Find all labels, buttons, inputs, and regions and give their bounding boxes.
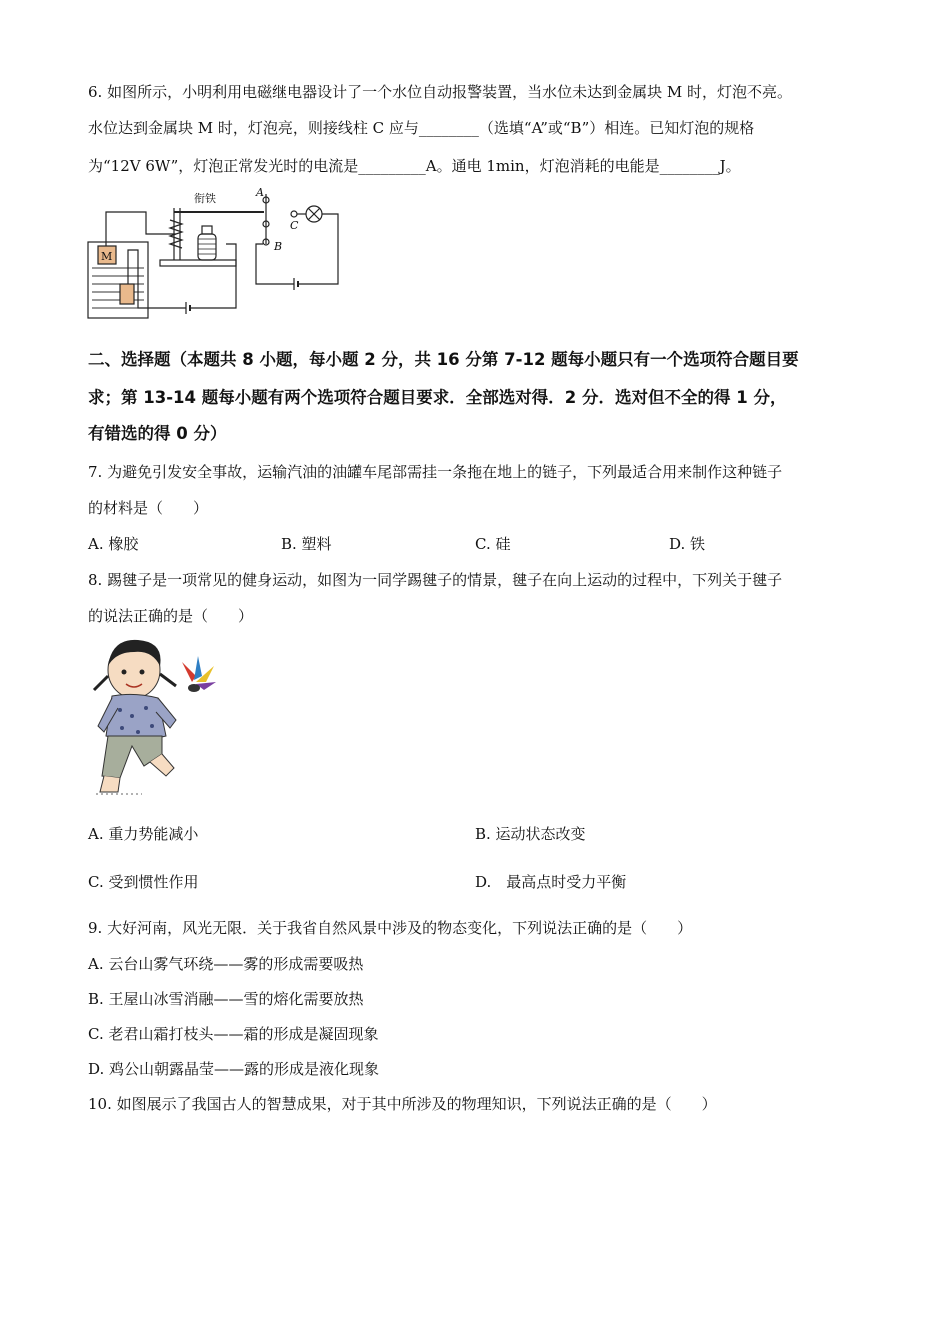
relay-circuit-figure (86, 184, 346, 324)
q9-line-1: 9. 大好河南，风光无限．关于我省自然风景中涉及的物态变化，下列说法正确的是（ ） (88, 919, 693, 937)
relay-base (160, 260, 236, 266)
section-2-heading-line-2: 求；第 13-14 题每小题有两个选项符合题目要求．全部选对得．2 分．选对但不全的得 1 分， (88, 388, 787, 407)
water-lines (92, 268, 144, 308)
armature-label: 衔铁 (194, 192, 216, 205)
q9-option-c: C. 老君山霜打枝头——霜的形成是凝固现象 (88, 1025, 379, 1043)
child-shirt (106, 694, 166, 740)
q7-line-1: 7. 为避免引发安全事故，运输汽油的油罐车尾部需挂一条拖在地上的链子，下列最适合用来制作这种链子 (88, 463, 783, 481)
lower-electrode (120, 284, 134, 304)
child-pants (102, 736, 162, 778)
shuttlecock (182, 656, 216, 692)
label-b: B (274, 240, 283, 253)
q8-option-a: A. 重力势能减小 (88, 825, 199, 843)
q7-line-2: 的材料是（ ） (88, 499, 209, 517)
q6-line-1: 6. 如图所示，小明利用电磁继电器设计了一个水位自动报警装置，当水位未达到金属块 M 时，灯泡不亮。 (88, 83, 792, 101)
q9-option-d: D. 鸡公山朝露晶莹——露的形成是液化现象 (88, 1060, 380, 1078)
section-2-heading-line-3: 有错选的得 0 分） (88, 424, 227, 443)
label-a: A (256, 186, 264, 199)
label-c: C (290, 219, 299, 232)
q8-line-1: 8. 踢毽子是一项常见的健身运动，如图为一同学踢毽子的情景，毽子在向上运动的过程中，下列关于毽子 (88, 571, 783, 589)
q7-option-c: C. 硅 (475, 535, 511, 553)
electromagnet-coil (198, 234, 216, 260)
q6-line-3: 为“12V 6W”，灯泡正常发光时的电流是_________A。通电 1min，灯泡消耗的电能是________J。 (88, 157, 741, 175)
q10-line-1: 10. 如图展示了我国古人的智慧成果，对于其中所涉及的物理知识，下列说法正确的是（ ） (88, 1095, 717, 1113)
q8-option-b: B. 运动状态改变 (475, 825, 586, 843)
water-tank (88, 242, 148, 318)
shuttlecock-kick-figure (92, 636, 222, 796)
q8-option-d: D. 最高点时受力平衡 (475, 873, 627, 891)
label-m: M (101, 250, 113, 263)
q7-option-b: B. 塑料 (281, 535, 332, 553)
q7-option-d: D. 铁 (669, 535, 706, 553)
q6-line-2: 水位达到金属块 M 时，灯泡亮，则接线柱 C 应与________（选填“A”或“B”）相连。已知灯泡的规格 (88, 119, 755, 137)
q8-line-2: 的说法正确的是（ ） (88, 607, 254, 625)
q9-option-b: B. 王屋山冰雪消融——雪的熔化需要放热 (88, 990, 364, 1008)
q7-option-a: A. 橡胶 (88, 535, 139, 553)
q8-option-c: C. 受到惯性作用 (88, 873, 199, 891)
section-2-heading-line-1: 二、选择题（本题共 8 小题，每小题 2 分，共 16 分第 7-12 题每小题只有一个选项符合题目要 (88, 350, 799, 369)
q9-option-a: A. 云台山雾气环绕——雾的形成需要吸热 (88, 955, 364, 973)
